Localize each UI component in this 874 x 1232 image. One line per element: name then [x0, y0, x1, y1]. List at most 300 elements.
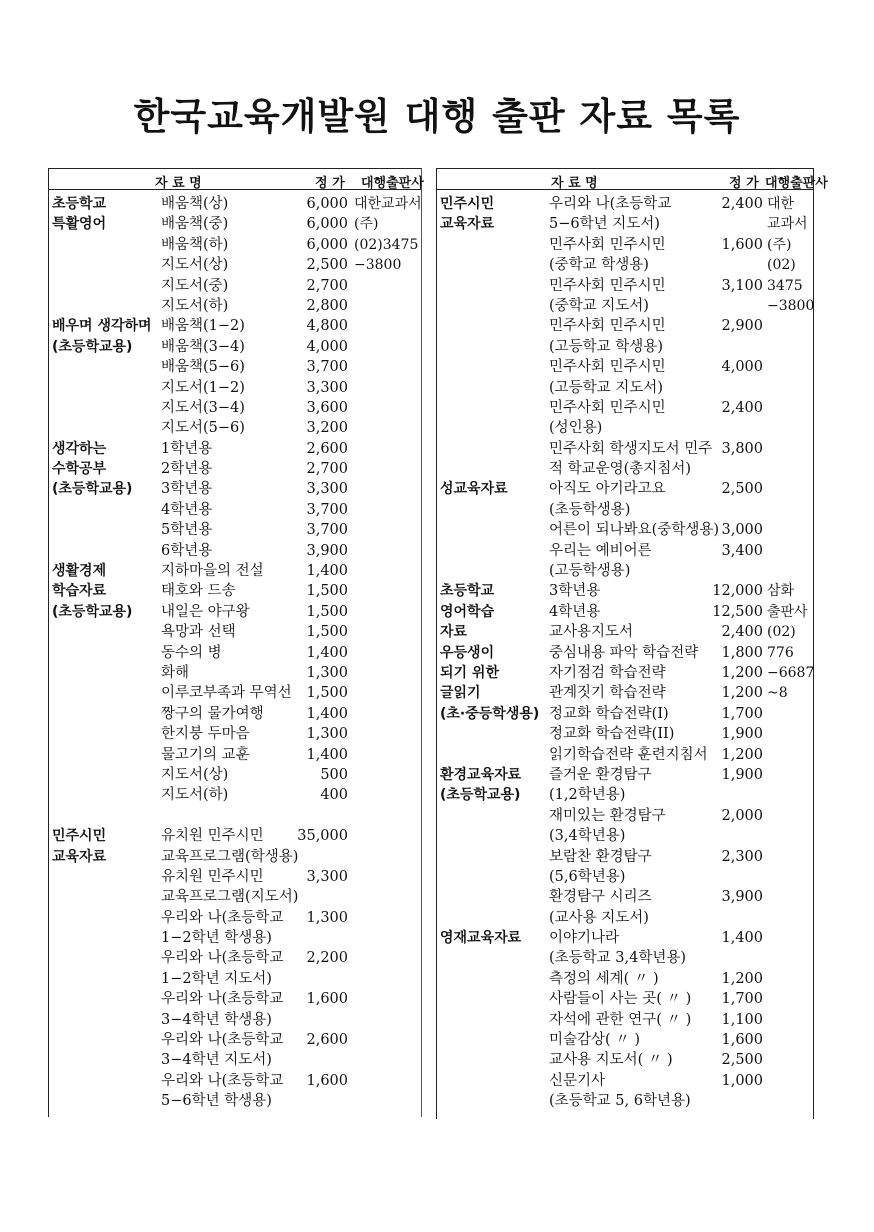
table-row: [437, 602, 813, 622]
item-name: 지도서(하): [161, 297, 229, 314]
publisher-info: (주): [354, 216, 379, 233]
item-price: 1,600: [306, 1072, 348, 1089]
item-name: 중심내용 파악 학습전략: [549, 644, 699, 661]
table-row: [437, 500, 813, 520]
item-name: 배움책(1−2): [161, 318, 245, 335]
item-name: (3,4학년용): [549, 828, 626, 845]
table-row: [437, 439, 813, 459]
item-price: 1,500: [306, 583, 348, 600]
item-name: 우리와 나(초등학교: [161, 1032, 284, 1049]
table-header: [437, 169, 828, 191]
item-name: (고등학생용): [549, 563, 631, 580]
item-name: 5학년용: [161, 522, 213, 539]
table-row: [437, 479, 813, 499]
item-price: 1,700: [721, 705, 763, 722]
table-body: [437, 194, 813, 1112]
item-name: 배움책(3−4): [161, 338, 245, 355]
item-name: 사람들이 사는 곳( 〃 ): [549, 991, 692, 1008]
item-name: 지도서(5−6): [161, 420, 245, 437]
table-row: [49, 235, 421, 255]
item-name: 물고기의 교훈: [161, 746, 250, 763]
table-row: [437, 887, 813, 907]
item-price: 1,400: [306, 644, 348, 661]
table-row: [437, 1030, 813, 1050]
item-name: 1학년용: [161, 440, 213, 457]
table-row: [437, 826, 813, 846]
category-label: (초등학교용): [440, 787, 521, 804]
category-label: 우등생이: [440, 644, 495, 661]
table-row: [49, 479, 421, 499]
item-price: 4,800: [306, 318, 348, 335]
table-row: [49, 214, 421, 234]
item-name: 동수의 병: [161, 644, 222, 661]
item-name: 민주사회 민주시민: [549, 359, 666, 376]
table-row: [437, 398, 813, 418]
item-price: 2,400: [721, 624, 763, 641]
table-row: [49, 337, 421, 357]
item-name: (초등학교 5, 6학년용): [549, 1093, 691, 1110]
item-name: 우리는 예비어른: [549, 542, 652, 559]
category-label: 영어학습: [440, 603, 495, 620]
item-name: 교육프로그램(지도서): [161, 889, 299, 906]
category-label: 초등학교: [52, 196, 107, 212]
table-row: [437, 847, 813, 867]
item-name: 교육프로그램(학생용): [161, 848, 299, 865]
item-price: 12,000: [712, 583, 763, 600]
publisher-info: 교과서: [767, 216, 808, 233]
item-name: (중학교 지도서): [549, 297, 649, 314]
header-name: 자 료 명: [155, 176, 202, 191]
item-name: 내일은 야구왕: [161, 603, 250, 620]
item-name: 지도서(상): [161, 766, 229, 783]
item-name: 화해: [161, 664, 190, 681]
item-price: 1,200: [721, 685, 763, 702]
item-price: 2,600: [306, 1032, 348, 1049]
category-label: 민주시민: [52, 828, 107, 845]
item-name: 측정의 세계( 〃 ): [549, 970, 659, 987]
table-row: [437, 520, 813, 540]
item-name: 적 학교운영(총지침서): [549, 461, 691, 478]
item-price: 1,600: [721, 236, 763, 253]
table-row: [49, 1071, 421, 1091]
table-row: [437, 357, 813, 377]
table-row: [49, 357, 421, 377]
item-price: 2,400: [721, 399, 763, 416]
table-row: [437, 459, 813, 479]
item-name: 1−2학년 학생용): [161, 930, 272, 947]
item-name: 지도서(하): [161, 787, 229, 804]
item-name: 자석에 관한 연구( 〃 ): [549, 1011, 692, 1028]
item-price: 2,800: [306, 297, 348, 314]
item-name: 한지붕 두마음: [161, 726, 250, 743]
table-row: [437, 867, 813, 887]
table-row: [49, 561, 421, 581]
publisher-info: (주): [767, 236, 792, 253]
table-row: [49, 806, 421, 826]
table-row: [437, 296, 813, 316]
item-price: 2,600: [306, 440, 348, 457]
item-name: (1,2학년용): [549, 787, 626, 804]
item-name: 배움책(상): [161, 196, 229, 212]
item-name: 4학년용: [161, 501, 213, 518]
category-label: 교육자료: [440, 216, 495, 233]
publisher-info: (02): [767, 624, 796, 641]
table-row: [49, 1030, 421, 1050]
item-price: 1,800: [721, 644, 763, 661]
table-row: [49, 622, 421, 642]
item-price: 3,300: [306, 868, 348, 885]
item-name: 민주사회 민주시민: [549, 318, 666, 335]
item-name: 배움책(하): [161, 236, 229, 253]
table-row: [49, 663, 421, 683]
table-row: [437, 765, 813, 785]
item-price: 1,900: [721, 766, 763, 783]
item-price: 3,800: [721, 440, 763, 457]
item-price: 1,200: [721, 970, 763, 987]
item-price: 2,200: [306, 950, 348, 967]
table-row: [49, 602, 421, 622]
table-row: [437, 255, 813, 275]
item-price: 400: [320, 787, 348, 804]
item-price: 2,300: [721, 848, 763, 865]
table-row: [49, 765, 421, 785]
table-row: [49, 398, 421, 418]
item-price: 1,400: [306, 746, 348, 763]
table-row: [49, 1091, 421, 1111]
item-name: 교사용 지도서( 〃 ): [549, 1052, 673, 1069]
item-price: 4,000: [721, 359, 763, 376]
table-row: [437, 378, 813, 398]
category-label: 환경교육자료: [440, 766, 522, 783]
item-price: 6,000: [306, 216, 348, 233]
table-row: [49, 969, 421, 989]
header-price: 정 가: [729, 176, 759, 191]
item-price: 3,600: [306, 399, 348, 416]
item-price: 2,700: [306, 277, 348, 294]
item-name: 지도서(1−2): [161, 379, 245, 396]
item-price: 3,700: [306, 359, 348, 376]
category-label: (초등학교용): [52, 338, 133, 355]
item-price: 1,300: [306, 664, 348, 681]
item-price: 3,000: [721, 522, 763, 539]
item-name: 정교화 학습전략(I): [549, 705, 669, 722]
item-name: 우리와 나(초등학교: [161, 909, 284, 926]
item-price: 1,500: [306, 624, 348, 641]
table-row: [437, 194, 813, 214]
category-label: 교육자료: [52, 848, 107, 865]
table-row: [49, 500, 421, 520]
table-row: [49, 867, 421, 887]
item-price: 3,700: [306, 501, 348, 518]
item-price: 2,400: [721, 196, 763, 212]
item-name: 유치원 민주시민: [161, 868, 264, 885]
item-price: 1,300: [306, 726, 348, 743]
category-label: (초·중등학생용): [440, 705, 540, 722]
table-row: [49, 255, 421, 275]
table-row: [437, 643, 813, 663]
item-price: 1,300: [306, 909, 348, 926]
item-price: 2,900: [721, 318, 763, 335]
item-name: 재미있는 환경탐구: [549, 807, 666, 824]
item-name: 어른이 되나봐요(중학생용): [549, 522, 719, 539]
item-name: 3−4학년 지도서): [161, 1052, 272, 1069]
table-row: [49, 847, 421, 867]
table-row: [437, 785, 813, 805]
table-row: [437, 948, 813, 968]
item-name: 민주사회 민주시민: [549, 236, 666, 253]
category-label: 초등학교: [440, 583, 495, 600]
item-price: 1,600: [306, 991, 348, 1008]
item-name: 이야기나라: [549, 930, 620, 947]
table-row: [49, 724, 421, 744]
item-price: 2,700: [306, 461, 348, 478]
table-row: [49, 826, 421, 846]
item-name: 관계짓기 학습전략: [549, 685, 666, 702]
table-row: [437, 1010, 813, 1030]
table-row: [437, 235, 813, 255]
category-label: 학습자료: [52, 583, 107, 600]
category-label: 수학공부: [52, 461, 107, 478]
item-price: 35,000: [297, 828, 348, 845]
category-label: 민주시민: [440, 196, 495, 212]
table-row: [49, 581, 421, 601]
category-label: (초등학교용): [52, 603, 133, 620]
item-name: 보람찬 환경탐구: [549, 848, 652, 865]
item-price: 1,400: [721, 930, 763, 947]
table-row: [49, 194, 421, 214]
item-price: 1,000: [721, 1072, 763, 1089]
item-price: 3,700: [306, 522, 348, 539]
table-row: [437, 663, 813, 683]
item-name: (5,6학년용): [549, 868, 626, 885]
table-row: [49, 378, 421, 398]
table-row: [437, 969, 813, 989]
table-row: [49, 745, 421, 765]
item-name: 환경탐구 시리즈: [549, 889, 652, 906]
category-label: 영재교육자료: [440, 930, 522, 947]
table-row: [49, 989, 421, 1009]
item-price: 2,500: [721, 1052, 763, 1069]
item-price: 3,300: [306, 481, 348, 498]
item-name: 우리와 나(초등학교: [161, 950, 284, 967]
table-row: [49, 785, 421, 805]
table-body: [49, 194, 421, 1112]
publisher-info: −3800: [767, 297, 815, 314]
table-row: [49, 643, 421, 663]
item-name: 4학년용: [549, 603, 601, 620]
item-price: 2,500: [306, 257, 348, 274]
item-name: 자기점검 학습전략: [549, 664, 666, 681]
table-row: [49, 296, 421, 316]
publisher-info: (02)3475: [354, 236, 419, 253]
item-price: 1,200: [721, 664, 763, 681]
item-name: 우리와 나(초등학교: [161, 1072, 284, 1089]
item-price: 1,200: [721, 746, 763, 763]
item-name: 신문기사: [549, 1072, 606, 1089]
table-row: [49, 418, 421, 438]
item-name: 1−2학년 지도서): [161, 970, 272, 987]
item-name: 5−6학년 학생용): [161, 1093, 272, 1110]
table-row: [437, 989, 813, 1009]
table-row: [49, 928, 421, 948]
table-row: [49, 520, 421, 540]
item-name: 민주사회 민주시민: [549, 399, 666, 416]
item-name: (교사용 지도서): [549, 909, 649, 926]
table-row: [49, 1010, 421, 1030]
table-row: [437, 561, 813, 581]
table-row: [437, 541, 813, 561]
item-name: (초등학교 3,4학년용): [549, 950, 687, 967]
item-name: 읽기학습전략 훈련지침서: [549, 746, 708, 763]
item-name: 민주사회 학생지도서 민주: [549, 440, 713, 457]
table-row: [49, 459, 421, 479]
item-name: 아직도 아기라고요: [549, 481, 666, 498]
item-name: 정교화 학습전략(II): [549, 726, 675, 743]
item-name: 태호와 드송: [161, 583, 236, 600]
table-row: [49, 948, 421, 968]
item-name: 미술감상( 〃 ): [549, 1032, 641, 1049]
publisher-info: ~8: [767, 685, 788, 702]
table-row: [49, 316, 421, 336]
table-row: [437, 908, 813, 928]
table-row: [437, 806, 813, 826]
item-name: 3학년용: [161, 481, 213, 498]
item-name: 지하마을의 전설: [161, 563, 264, 580]
item-name: (중학교 학생용): [549, 257, 649, 274]
table-row: [437, 683, 813, 703]
table-row: [49, 887, 421, 907]
item-price: 3,300: [306, 379, 348, 396]
table-row: [437, 581, 813, 601]
item-name: 3−4학년 학생용): [161, 1011, 272, 1028]
category-label: (초등학교용): [52, 481, 133, 498]
item-price: 4,000: [306, 338, 348, 355]
header-price: 정 가: [315, 176, 345, 191]
header-publisher: 대행출판사: [361, 176, 424, 191]
item-name: 5−6학년 지도서): [549, 216, 660, 233]
item-name: 민주사회 민주시민: [549, 277, 666, 294]
item-price: 1,400: [306, 705, 348, 722]
publisher-info: 776: [767, 644, 794, 661]
item-price: 2,000: [721, 807, 763, 824]
item-name: 지도서(중): [161, 277, 229, 294]
table-row: [437, 745, 813, 765]
left-catalog-table: [48, 168, 422, 1117]
item-price: 2,500: [721, 481, 763, 498]
item-name: (고등학교 지도서): [549, 379, 663, 396]
table-row: [437, 622, 813, 642]
item-name: (초등학생용): [549, 501, 631, 518]
table-row: [437, 1050, 813, 1070]
item-price: 1,100: [721, 1011, 763, 1028]
item-name: (고등학교 학생용): [549, 338, 663, 355]
item-name: 지도서(상): [161, 257, 229, 274]
item-name: (성인용): [549, 420, 603, 437]
table-row: [49, 683, 421, 703]
item-name: 지도서(3−4): [161, 399, 245, 416]
item-price: 1,500: [306, 685, 348, 702]
item-price: 3,400: [721, 542, 763, 559]
item-price: 1,600: [721, 1032, 763, 1049]
table-row: [49, 1050, 421, 1070]
table-row: [437, 337, 813, 357]
category-label: 성교육자료: [440, 481, 508, 498]
item-price: 3,100: [721, 277, 763, 294]
header-publisher: 대행출판사: [765, 176, 828, 191]
table-row: [437, 1071, 813, 1091]
table-row: [49, 908, 421, 928]
item-price: 1,500: [306, 603, 348, 620]
item-name: 짱구의 물가여행: [161, 705, 264, 722]
item-name: 배움책(5−6): [161, 359, 245, 376]
item-name: 교사용지도서: [549, 624, 634, 641]
table-row: [437, 704, 813, 724]
item-name: 이루코부족과 무역선: [161, 685, 292, 702]
item-price: 1,900: [721, 726, 763, 743]
category-label: 생각하는: [52, 440, 107, 457]
item-price: 1,400: [306, 563, 348, 580]
category-label: 자료: [440, 624, 468, 641]
item-price: 500: [320, 766, 348, 783]
publisher-info: 대한: [767, 196, 795, 212]
table-row: [49, 276, 421, 296]
table-row: [437, 928, 813, 948]
table-row: [437, 1091, 813, 1111]
publisher-info: 삼화: [767, 583, 795, 600]
category-label: 생활경제: [52, 563, 107, 580]
right-catalog-table: [436, 168, 828, 1119]
category-label: 되기 위한: [440, 664, 499, 681]
publisher-info: 3475: [767, 277, 803, 294]
table-row: [437, 276, 813, 296]
publisher-info: (02): [767, 257, 796, 274]
table-row: [49, 541, 421, 561]
publisher-info: −3800: [354, 257, 402, 274]
item-price: 6,000: [306, 236, 348, 253]
item-price: 1,700: [721, 991, 763, 1008]
item-price: 3,200: [306, 420, 348, 437]
publisher-info: 출판사: [767, 603, 808, 620]
publisher-info: −6687: [767, 664, 815, 681]
page-title: 한국교육개발원 대행 출판 자료 목록: [133, 95, 741, 138]
table-row: [437, 724, 813, 744]
item-name: 즐거운 환경탐구: [549, 766, 652, 783]
item-name: 우리와 나(초등학교: [549, 196, 672, 212]
item-price: 6,000: [306, 196, 348, 212]
item-name: 2학년용: [161, 461, 213, 478]
table-row: [49, 704, 421, 724]
item-name: 유치원 민주시민: [161, 828, 264, 845]
table-row: [437, 214, 813, 234]
category-label: 배우며 생각하며: [52, 318, 152, 335]
item-name: 우리와 나(초등학교: [161, 991, 284, 1008]
item-name: 욕망과 선택: [161, 624, 236, 641]
item-name: 3학년용: [549, 583, 601, 600]
table-header: [49, 169, 424, 191]
table-row: [437, 418, 813, 438]
item-price: 12,500: [712, 603, 763, 620]
item-name: 배움책(중): [161, 216, 229, 233]
item-name: 6학년용: [161, 542, 213, 559]
category-label: 특활영어: [52, 216, 107, 233]
publisher-info: 대한교과서: [354, 196, 422, 212]
header-name: 자 료 명: [551, 176, 598, 191]
category-label: 글읽기: [440, 685, 481, 702]
item-price: 3,900: [721, 889, 763, 906]
table-row: [437, 316, 813, 336]
item-price: 3,900: [306, 542, 348, 559]
table-row: [49, 439, 421, 459]
